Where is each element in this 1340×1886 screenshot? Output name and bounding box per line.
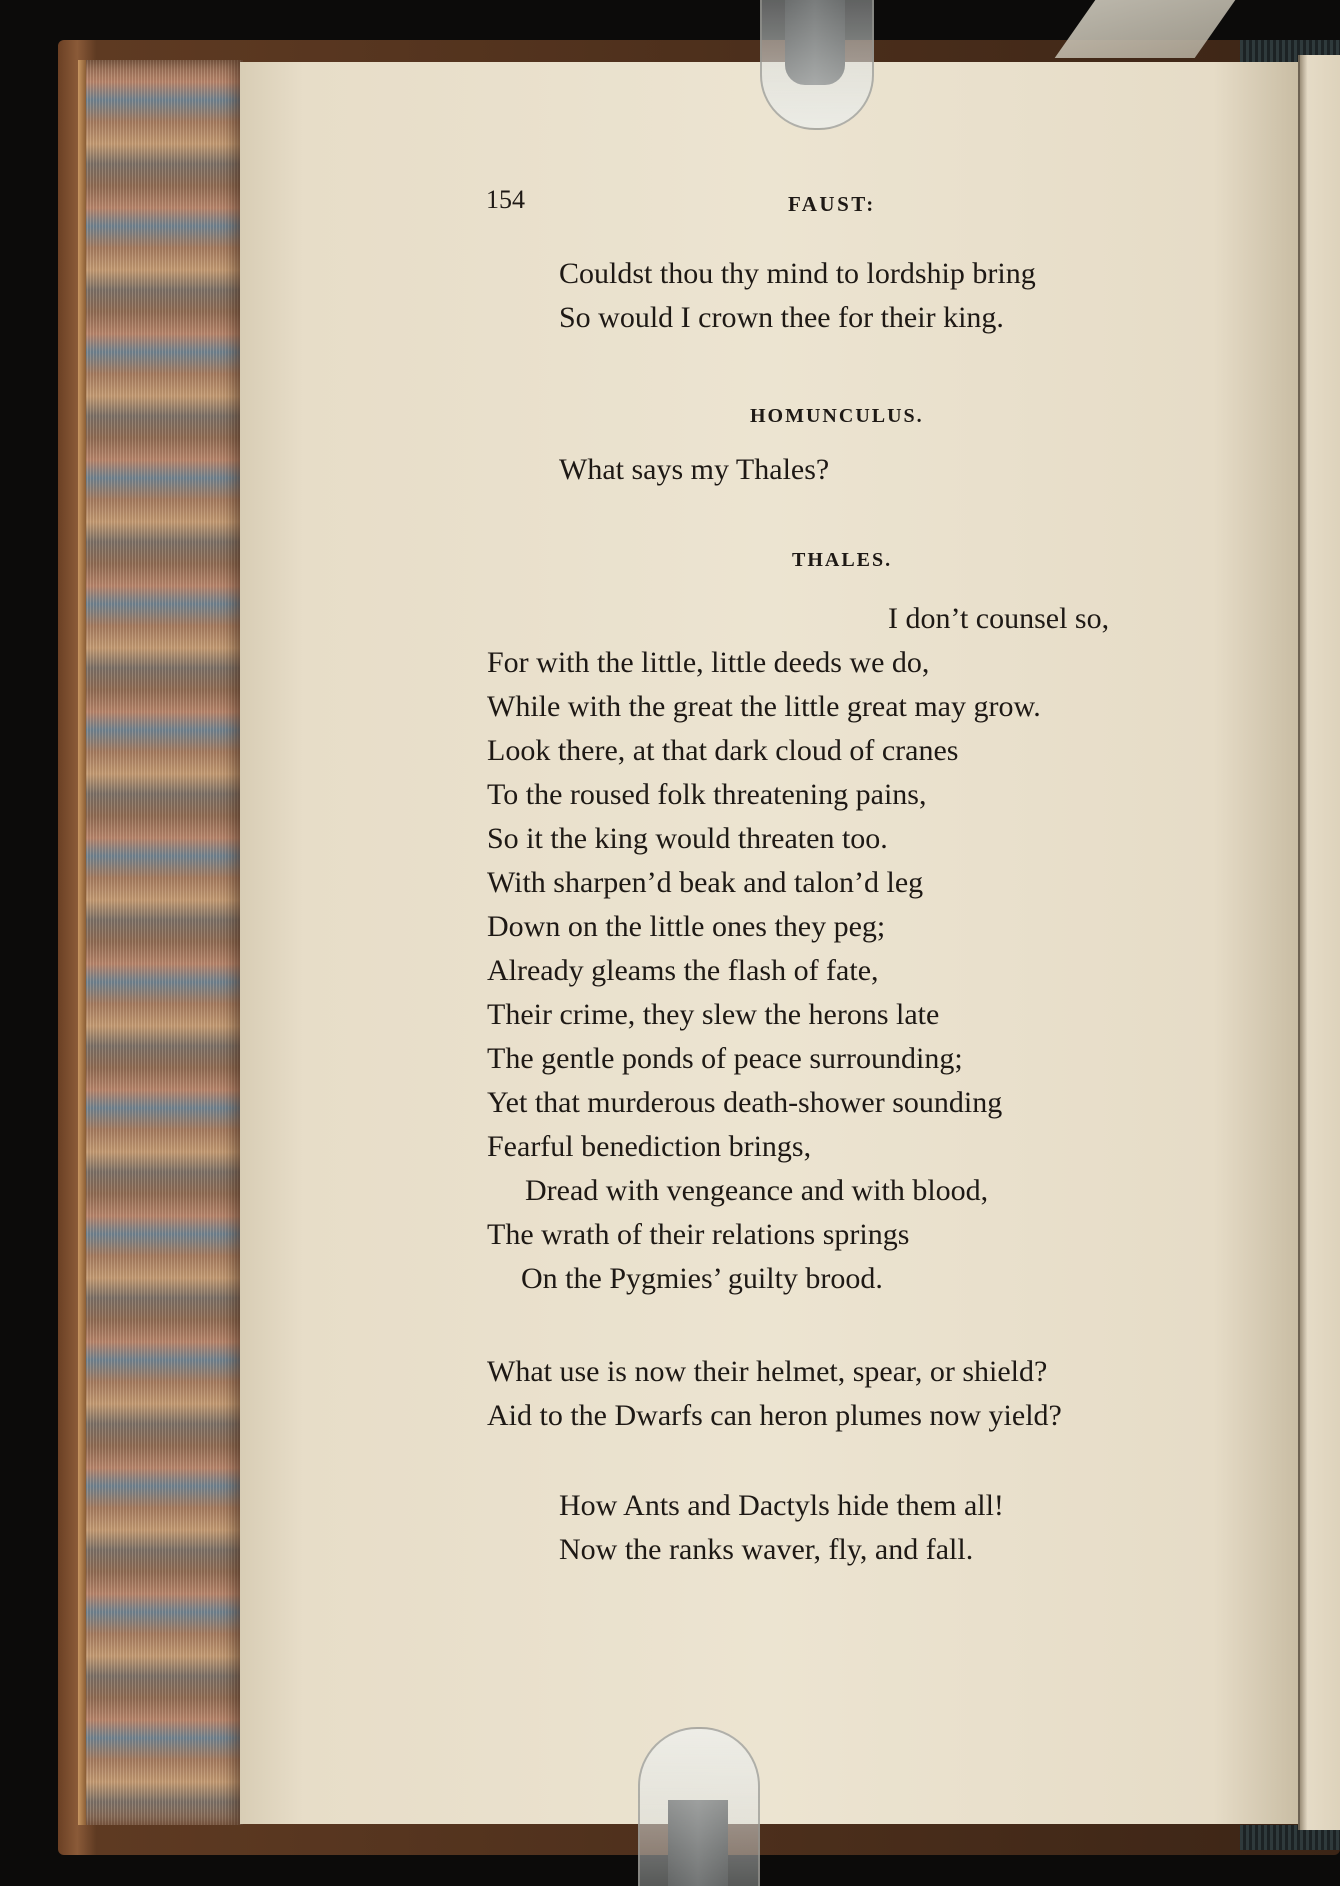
verse-line: What says my Thales? [559, 453, 830, 486]
verse-line: Yet that murderous death-shower sounding [487, 1086, 1003, 1119]
verse-line: Couldst thou thy mind to lordship bring [559, 257, 1036, 290]
verse-line: On the Pygmies’ guilty brood. [521, 1262, 883, 1295]
stanza [559, 448, 829, 492]
page-clip-top [760, 0, 874, 130]
gilt-edge [78, 60, 86, 1825]
stanza [487, 1350, 1062, 1438]
verse-line: Dread with vengeance and with blood, [525, 1174, 989, 1207]
page-number: 154 [486, 185, 525, 214]
verse-line: Fearful benediction brings, [487, 1130, 812, 1163]
verse-line: Their crime, they slew the herons late [487, 998, 940, 1031]
verse-line: While with the great the little great may grow. [487, 690, 1041, 723]
verse-line: The wrath of their relations springs [487, 1218, 910, 1251]
verse-line: For with the little, little deeds we do, [487, 646, 930, 679]
verse-line: To the roused folk threatening pains, [487, 778, 927, 811]
verse-line: Aid to the Dwarfs can heron plumes now yield? [487, 1399, 1062, 1432]
verse-line: Down on the little ones they peg; [487, 910, 886, 943]
verse-line: The gentle ponds of peace surrounding; [487, 1042, 963, 1075]
speaker-name: HOMUNCULUS. [750, 405, 924, 427]
verse-line: Already gleams the flash of fate, [487, 954, 879, 987]
verse-line: What use is now their helmet, spear, or shield? [487, 1355, 1048, 1388]
stanza [559, 1484, 1004, 1572]
page-clip-bottom [638, 1727, 760, 1886]
verse-line: So it the king would threaten too. [487, 822, 888, 855]
marbled-fore-edge [78, 60, 243, 1825]
facing-page-edge [1298, 55, 1340, 1830]
stanza [559, 252, 1036, 340]
running-title: FAUST: [788, 192, 876, 216]
verse-line: I don’t counsel so, [888, 602, 1110, 635]
verse-line: So would I crown thee for their king. [559, 301, 1004, 334]
verse-line: With sharpen’d beak and talon’d leg [487, 866, 924, 899]
verse-line: Now the ranks waver, fly, and fall. [559, 1533, 974, 1566]
verse-line: How Ants and Dactyls hide them all! [559, 1489, 1004, 1522]
stanza [487, 641, 1041, 1301]
verse-line: Look there, at that dark cloud of cranes [487, 734, 959, 767]
speaker-name: THALES. [792, 549, 893, 571]
